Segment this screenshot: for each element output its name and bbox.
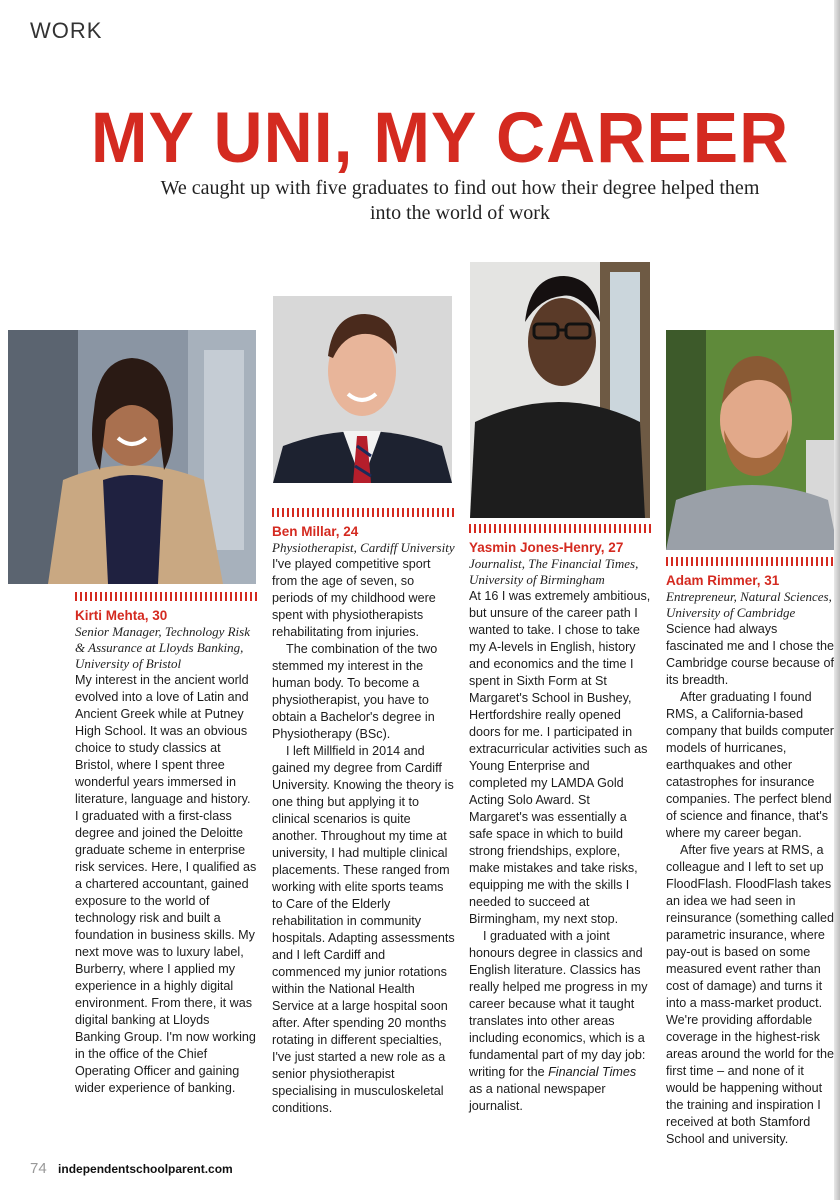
person-role: Senior Manager, Technology Risk & Assurance at Lloyds Banking, University of Bristol	[75, 624, 250, 671]
body-paragraph-text: I graduated with a joint honours degree in classics and English literature. Classics has really helped me progress in my career because what it taught translates into other areas including economics, which is a fundamental part of my day job: writing for the	[469, 929, 648, 1079]
person-body	[75, 672, 257, 1097]
body-paragraph: At 16 I was extremely ambitious, but unsure of the career path I wanted to take. I chose to take my A-levels in English, history and economics and the time I spent in Sixth Form at St Margaret's School in Bushey, Hertfordshire really opened doors for me. I participated in extracurricular activities such as Young Enterprise and completed my LAMDA Gold Acting Solo Award. St Margaret's was essentially a safe space in which to build strong friendships, explore, make mistakes and take risks, equipping me with the skills I needed to succeed at Birmingham, my next stop.	[469, 589, 651, 926]
body-paragraph-tail: as a national newspaper journalist.	[469, 1082, 606, 1113]
body-paragraph: After five years at RMS, a colleague and I left to set up FloodFlash. FloodFlash takes an idea we had seen in reinsurance (something called parametric insurance, where pay-out is based on some measured event rather than cost of damage) and turns it into a mass-market product. We're providing affordable coverage in the highest-risk areas around the world for the first time – and none of it would be happening without the training and inspiration I received at both Stamford School and university.	[666, 843, 835, 1146]
photo-kirti-mehta	[8, 330, 256, 584]
person-role: Entrepreneur, Natural Sciences, University of Cambridge	[666, 589, 832, 620]
photo-yasmin-jones-henry	[470, 262, 650, 518]
body-paragraph: The combination of the two stemmed my interest in the human body. To become a physiotherapist, you have to obtain a Bachelor's degree in Physiotherapy (BSc).	[272, 642, 438, 741]
person-body	[666, 621, 838, 1148]
person-name: Adam Rimmer, 31	[666, 573, 780, 588]
person-role: Journalist, The Financial Times, University of Birmingham	[469, 556, 639, 587]
body-paragraph: I've played competitive sport from the age of seven, so periods of my childhood were spent with physiotherapists rehabilitating from injuries.	[272, 557, 436, 639]
photo-ben-millar	[273, 296, 452, 483]
body-paragraph: After graduating I found RMS, a California-based company that builds computer models of hurricanes, earthquakes and other catastrophes for insurance companies. The perfect blend of science and finance, that's where my career began.	[666, 690, 835, 840]
website-link[interactable]: independentschoolparent.com	[58, 1162, 233, 1176]
page-footer	[30, 1160, 233, 1177]
body-paragraph: Science had always fascinated me and I chose the Cambridge course because of its breadth.	[666, 622, 835, 687]
person-body	[272, 556, 456, 1117]
page-edge	[834, 0, 840, 1200]
person-name: Ben Millar, 24	[272, 524, 359, 539]
person-name: Kirti Mehta, 30	[75, 608, 168, 623]
profile-ben-millar	[272, 508, 456, 1117]
person-body	[469, 588, 651, 1115]
barcode-divider	[469, 524, 651, 533]
body-paragraph: I left Millfield in 2014 and gained my degree from Cardiff University. Knowing the theory is one thing but applying it to clinical scenarios is quite another. Throughout my time at university, I had multiple clinical placements. These ranged from working with elite sports teams to Care of the Elderly rehabilitation in community hospitals. Adapting assessments and I left Cardiff and commenced my junior rotations within the National Health Service at a large hospital soon after. After spending 20 months rotating in different specialties, I've just started a new role as a senior physiotherapist specialising in musculoskeletal conditions.	[272, 744, 455, 1115]
standfirst: We caught up with five graduates to find out how their degree helped them into the world of work	[160, 177, 760, 224]
section-label: WORK	[30, 18, 103, 43]
person-name: Yasmin Jones-Henry, 27	[469, 540, 624, 555]
profile-yasmin-jones-henry	[469, 524, 651, 1115]
barcode-divider	[272, 508, 456, 517]
person-role: Physiotherapist, Cardiff University	[272, 540, 455, 555]
photo-adam-rimmer	[666, 330, 838, 550]
body-paragraph-with-tail	[469, 928, 651, 1115]
profile-adam-rimmer	[666, 557, 838, 1148]
profile-kirti-mehta	[75, 592, 257, 1097]
barcode-divider	[75, 592, 257, 601]
headline: MY UNI, MY CAREER	[90, 98, 790, 178]
page-number: 74	[30, 1160, 47, 1177]
publication-name: Financial Times	[548, 1065, 637, 1079]
barcode-divider	[666, 557, 838, 566]
body-paragraph: My interest in the ancient world evolved into a love of Latin and Ancient Greek while at Putney High School. It was an obvious choice to study classics at Bristol, where I spent three wonderful years immersed in literature, language and history. I graduated with a first-class degree and joined the Deloitte graduate scheme in enterprise risk services. Here, I qualified as a chartered accountant, gained exposure to the world of technology risk and built a foundation in business skills. My next move was to luxury label, Burberry, where I applied my experience in a highly digital environment. From there, it was digital banking at Lloyds Banking Group. I'm now working in the office of the Chief Operating Officer and gaining wider experience of banking.	[75, 673, 257, 1095]
